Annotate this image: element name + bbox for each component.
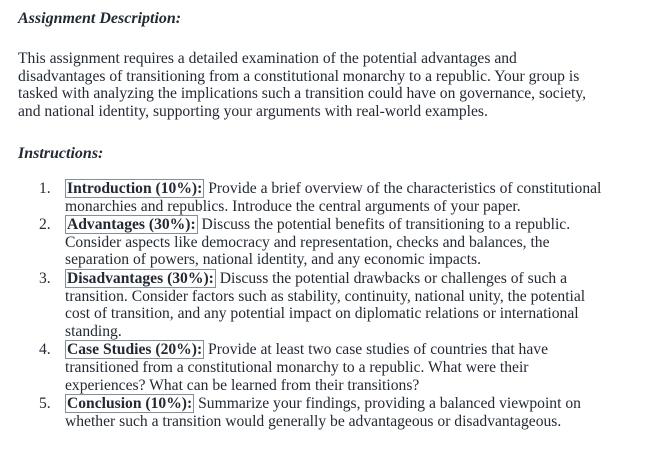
paragraph-line: disadvantages of transitioning from a constitutional monarchy to a republic. Your group is — [18, 67, 580, 85]
paragraph-line: and national identity, supporting your arguments with real-world examples. — [18, 102, 488, 120]
list-item-line: standing. — [65, 322, 122, 340]
list-number: 4. — [39, 341, 51, 359]
list-item-text: Discuss the potential drawbacks or challenges of such a — [215, 269, 568, 287]
list-item-first-line — [65, 270, 671, 288]
list-number: 5. — [39, 395, 51, 413]
list-item-introduction — [0, 180, 671, 215]
list-number: 2. — [39, 216, 51, 234]
instructions-heading: Instructions: — [18, 145, 104, 162]
list-item-line: cost of transition, and any potential impact on diplomatic relations or international — [65, 305, 579, 323]
list-number: 3. — [39, 269, 51, 287]
list-item-text: Discuss the potential benefits of transitioning to a republic. — [197, 216, 571, 234]
list-item-conclusion — [0, 395, 671, 430]
assignment-description-heading: Assignment Description: — [18, 10, 182, 27]
section-term-advantages: Advantages (30%): — [67, 216, 196, 234]
list-item-disadvantages — [0, 270, 671, 340]
list-item-advantages — [0, 216, 671, 269]
section-term-conclusion: Conclusion (10%): — [67, 395, 193, 413]
paragraph-line: This assignment requires a detailed examination of the potential advantages and — [18, 50, 517, 67]
section-term-disadvantages: Disadvantages (30%): — [67, 269, 214, 287]
list-item-line: monarchies and republics. Introduce the central arguments of your paper. — [65, 197, 521, 215]
list-item-first-line — [65, 216, 671, 234]
assignment-description-paragraph — [18, 50, 638, 120]
list-item-line: whether such a transition would generally be advantageous or disadvantageous. — [65, 412, 562, 430]
list-item-line: transition. Consider factors such as stability, continuity, national unity, the potential — [65, 287, 586, 305]
list-item-first-line — [65, 341, 671, 359]
list-item-first-line — [65, 395, 671, 413]
list-item-first-line — [65, 180, 671, 198]
list-item-text: Provide at least two case studies of countries that have — [204, 341, 548, 359]
section-term-introduction: Introduction (10%): — [67, 180, 203, 197]
list-item-line: separation of powers, national identity, and any economic impacts. — [65, 251, 481, 269]
list-item-line: transitioned from a constitutional monarchy to a republic. What were their — [65, 358, 529, 376]
list-item-line: experiences? What can be learned from their transitions? — [65, 376, 420, 394]
instructions-list — [0, 180, 671, 431]
section-term-case-studies: Case Studies (20%): — [67, 341, 203, 359]
paragraph-line: tasked with analyzing the implications such a transition could have on governance, society, — [18, 85, 586, 103]
list-item-text: Provide a brief overview of the characteristics of constitutional — [204, 180, 602, 197]
list-number: 1. — [39, 180, 51, 197]
list-item-line: Consider aspects like democracy and representation, checks and balances, the — [65, 233, 550, 251]
list-item-case-studies — [0, 341, 671, 394]
list-item-text: Summarize your findings, providing a balanced viewpoint on — [194, 395, 581, 413]
